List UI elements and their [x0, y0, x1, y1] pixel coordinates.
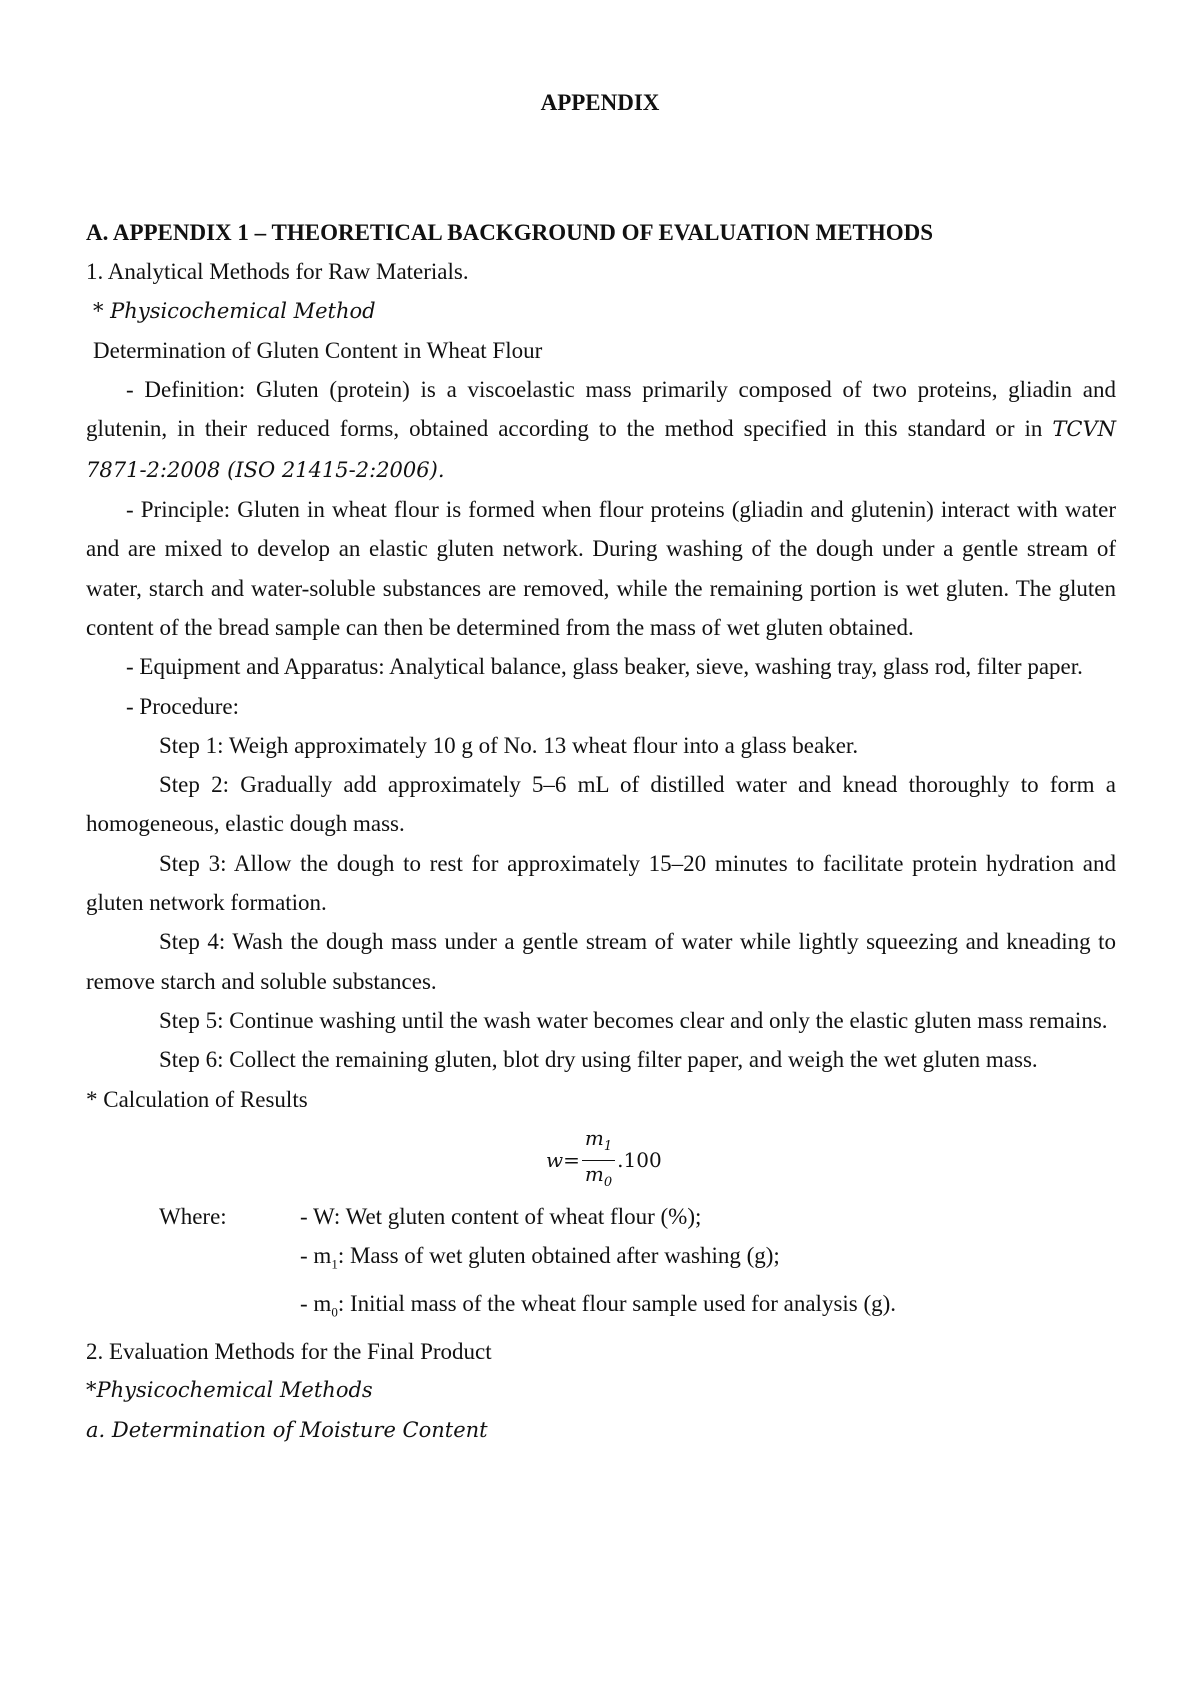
step-3: Step 3: Allow the dough to rest for approximately 15–20 minutes to facilitate protein hydration and gluten network formation. [86, 850, 1116, 916]
where-m0-text: - $m_0$: Initial mass of the wheat flour sample used for analysis (g). [300, 1291, 897, 1320]
document-body [86, 213, 1116, 1450]
step-5: Step 5: Continue washing until the wash water becomes clear and only the elastic gluten mass remains. [159, 1007, 1108, 1033]
definition-reference: TCVN 7871-2:2008 (ISO 21415-2:2006). [86, 417, 1116, 482]
step-1: Step 1: Weigh approximately 10 g of No. 13 wheat flour into a glass beaker. [159, 732, 859, 758]
equipment-paragraph: - Equipment and Apparatus: Analytical balance, glass beaker, sieve, washing tray, glass rod, filter paper. [126, 654, 1083, 680]
formula-multiplier: .100 [617, 1147, 662, 1172]
calculation-heading: * Calculation of Results [86, 1086, 308, 1112]
page-title: APPENDIX [540, 90, 660, 115]
formula-equals: = [563, 1147, 580, 1172]
formula-fraction [582, 1125, 615, 1196]
where-m1-text: - $m_1$: Mass of wet gluten obtained after washing (g); [300, 1243, 780, 1272]
where-label: Where: [159, 1203, 227, 1229]
physicochemical-methods-label: *Physicochemical Methods [86, 1378, 373, 1403]
physicochemical-method-label: * Physicochemical Method [93, 298, 376, 323]
step-2: Step 2: Gradually add approximately 5–6 mL of distilled water and knead thoroughly to form a homogeneous, elastic dough mass. [86, 772, 1116, 837]
step-6: Step 6: Collect the remaining gluten, blot dry using filter paper, and weigh the wet gluten mass. [159, 1047, 1038, 1073]
step-4: Step 4: Wash the dough mass under a gentle stream of water while lightly squeezing and kneading to remove starch and soluble substances. [86, 929, 1116, 994]
principle-paragraph: - Principle: Gluten in wheat flour is formed when flour proteins (gliadin and glutenin) interact with water and are mixed to develop an elastic gluten network. During washing of the dough under a gentle stream of water, starch and water-soluble substances are removed, while the remaining portion is wet gluten. The gluten content of the bread sample can then be determined from the mass of wet gluten obtained. [86, 497, 1116, 640]
procedure-label: - Procedure: [126, 693, 240, 719]
gluten-formula [86, 1119, 1116, 1197]
formula-denominator: $m_0$ [584, 1161, 613, 1190]
moisture-heading: a. Determination of Moisture Content [86, 1417, 488, 1442]
definition-paragraph [86, 370, 1116, 490]
where-row-w [86, 1197, 1116, 1236]
definition-text: - Definition: Gluten (protein) is a viscoelastic mass primarily composed of two proteins, gliadin and glutenin, in their reduced forms, obtained according to the method specified in this standard or in [86, 377, 1116, 442]
where-row-m1 [86, 1236, 1116, 1284]
section-a-heading: A. APPENDIX 1 – THEORETICAL BACKGROUND OF EVALUATION METHODS [86, 220, 934, 245]
subsection-2-heading: 2. Evaluation Methods for the Final Product [86, 1338, 492, 1364]
formula-numerator: $m_1$ [582, 1125, 615, 1161]
where-row-m0 [86, 1284, 1116, 1332]
formula-lhs: w [546, 1147, 564, 1172]
subsection-1-heading: 1. Analytical Methods for Raw Materials. [86, 259, 469, 285]
where-w-text: - W: Wet gluten content of wheat flour (%); [300, 1203, 702, 1229]
gluten-heading: Determination of Gluten Content in Wheat Flour [93, 337, 543, 363]
